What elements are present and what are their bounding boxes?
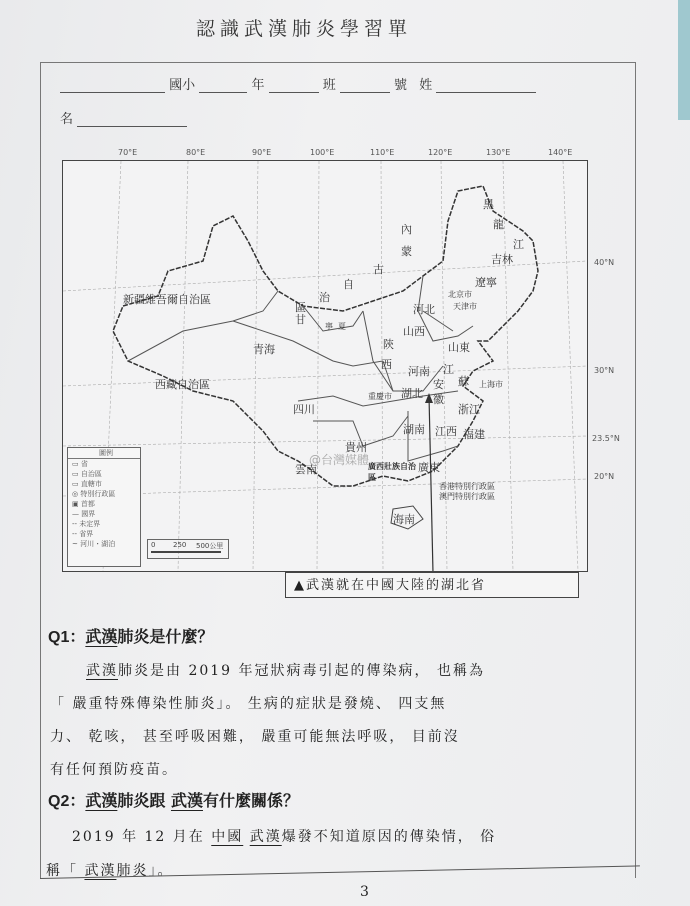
- region-label: 遼寧: [475, 276, 497, 289]
- region-label: 青海: [253, 343, 275, 356]
- region-label: 陝: [383, 338, 394, 351]
- china-map: [62, 160, 588, 572]
- background-edge: [678, 0, 690, 120]
- pointer-line: [429, 396, 433, 571]
- region-label: 山西: [403, 325, 425, 338]
- q1-answer-line: 力、 乾咳， 甚至呼吸困難， 嚴重可能無法呼吸， 目前沒: [50, 729, 460, 745]
- scale-end: 500公里: [196, 542, 224, 550]
- region-label: 澳門特別行政區: [439, 492, 495, 501]
- lat-label: 23.5°N: [592, 434, 620, 443]
- region-label: 雲南: [295, 463, 317, 476]
- region-label: 重慶市: [368, 392, 392, 401]
- lon-label: 130°E: [486, 148, 511, 157]
- legend-item: ~ 河川・湖泊: [72, 540, 116, 548]
- grade-label: 年: [251, 78, 265, 93]
- lat-label: 20°N: [594, 472, 615, 481]
- region-label: 河南: [408, 365, 430, 378]
- region-label: 福建: [463, 428, 485, 441]
- q1-label: Q1: [48, 629, 70, 646]
- region-label: 區: [295, 301, 306, 314]
- map-scale: [147, 539, 229, 559]
- legend-item: ▭ 省: [72, 460, 88, 468]
- worksheet-title: 認識武漢肺炎學習單: [196, 18, 413, 40]
- region-label: 海南: [393, 513, 415, 526]
- region-label: 蘇: [458, 375, 469, 388]
- lon-label: 120°E: [428, 148, 453, 157]
- school-label: 國小: [169, 78, 196, 93]
- region-label: 廣西壯族自治區: [368, 462, 416, 482]
- q2-answer-line: 2019 年 12 月在 中國 武漢爆發不知道原因的傳染情， 俗: [72, 829, 497, 845]
- student-info: [60, 74, 536, 127]
- legend-item: ▣ 首都: [72, 500, 95, 508]
- region-label: 新疆維吾爾自治區: [123, 293, 211, 306]
- legend-item: ▭ 直轄市: [72, 480, 102, 488]
- name-label: 名: [60, 112, 74, 127]
- legend-item: ▭ 自治區: [72, 470, 102, 478]
- map-legend: [67, 447, 141, 567]
- map-outline: [63, 161, 587, 571]
- region-label: 貴州: [345, 441, 367, 454]
- lon-label: 110°E: [370, 148, 395, 157]
- page-number: 3: [360, 884, 369, 900]
- region-label: 西: [381, 358, 392, 371]
- question-1: Q1：武漢肺炎是什麼？: [48, 627, 214, 646]
- lat-label: 40°N: [594, 258, 615, 267]
- scale-start: 0: [151, 541, 156, 549]
- region-label: 廣東: [418, 461, 440, 474]
- legend-item: ◎ 特別行政區: [72, 490, 116, 498]
- region-label: 西藏自治區: [155, 378, 210, 391]
- region-label: 甘: [295, 313, 306, 326]
- region-label: 湖北: [401, 387, 423, 400]
- region-label: 北京市: [448, 290, 472, 299]
- surname-label: 姓: [419, 78, 433, 93]
- region-label: 江西: [435, 425, 457, 438]
- legend-item: -- 未定界: [72, 520, 101, 528]
- lon-label: 140°E: [548, 148, 573, 157]
- region-label: 江: [443, 363, 454, 376]
- q1-text: 肺炎是什麼？: [117, 627, 214, 646]
- region-label: 安: [433, 378, 444, 391]
- q1-answer-line: 武漢肺炎是由 2019 年冠狀病毒引起的傳染病， 也稱為: [86, 663, 485, 679]
- region-label: 內: [401, 223, 412, 236]
- region-label: 四川: [293, 403, 315, 416]
- region-label: 吉林: [491, 253, 513, 266]
- legend-title: 圖例: [68, 448, 140, 459]
- q1-answer-line: 有任何預防疫苗。: [50, 762, 178, 778]
- region-label: 香港特別行政區: [439, 482, 495, 491]
- q1-answer-line: 「 嚴重特殊傳染性肺炎」。 生病的症狀是發燒、 四支無: [50, 696, 447, 712]
- lon-label: 70°E: [118, 148, 138, 157]
- lon-label: 90°E: [252, 148, 272, 157]
- legend-item: — 國界: [72, 510, 96, 518]
- question-2: Q2：武漢肺炎跟 武漢有什麼關係？: [48, 791, 299, 810]
- region-label: 江: [513, 238, 524, 251]
- number-label: 號: [394, 78, 408, 93]
- q2-answer-line: 稱「 武漢肺炎」。: [46, 863, 174, 879]
- scale-mid: 250: [173, 541, 187, 549]
- region-label: 蒙: [401, 245, 412, 258]
- region-label: 自: [343, 278, 354, 291]
- q2-label: Q2: [48, 793, 70, 810]
- region-label: 夏: [338, 322, 346, 331]
- region-label: 龍: [493, 218, 504, 231]
- map-caption: ▲武漢就在中國大陸的湖北省: [285, 572, 579, 598]
- region-label: 上海市: [479, 380, 503, 389]
- lon-label: 100°E: [310, 148, 335, 157]
- lat-label: 30°N: [594, 366, 615, 375]
- region-label: 湖南: [403, 423, 425, 436]
- region-label: 治: [319, 291, 330, 304]
- watermark: @台灣媒體: [309, 453, 370, 467]
- region-label: 河北: [413, 303, 435, 316]
- region-label: 天津市: [453, 302, 477, 311]
- q1-underlined: 武漢: [85, 627, 118, 646]
- legend-item: -- 省界: [72, 530, 94, 538]
- class-label: 班: [322, 78, 336, 93]
- region-label: 黑: [483, 198, 494, 211]
- region-label: 浙江: [458, 403, 480, 416]
- region-label: 山東: [448, 341, 470, 354]
- region-label: 古: [373, 263, 384, 276]
- region-label: 寧: [325, 322, 333, 331]
- region-label: 徽: [433, 393, 444, 406]
- lon-label: 80°E: [186, 148, 206, 157]
